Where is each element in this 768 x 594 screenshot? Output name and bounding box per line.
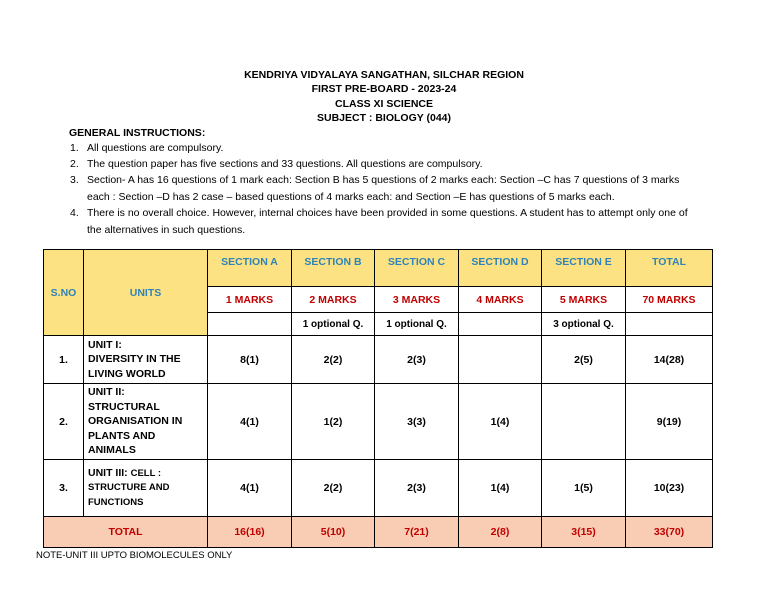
instruction-item bbox=[70, 156, 690, 173]
exam-heading: FIRST PRE-BOARD - 2023-24 bbox=[311, 83, 457, 95]
row-number: 3. bbox=[44, 460, 84, 517]
instruction-number: 2. bbox=[70, 158, 79, 170]
total-cell: 5(10) bbox=[292, 517, 375, 548]
unit-desc: STRUCTURE AND FUNCTIONS bbox=[88, 482, 170, 508]
unit-cell bbox=[84, 384, 208, 460]
table-cell: 9(19) bbox=[626, 384, 713, 460]
table-cell: 1(4) bbox=[459, 384, 542, 460]
general-instructions-title: GENERAL INSTRUCTIONS: bbox=[69, 127, 206, 139]
total-cell: 2(8) bbox=[459, 517, 542, 548]
instruction-item bbox=[70, 140, 690, 157]
total-cell: 7(21) bbox=[375, 517, 459, 548]
table-cell: 2(5) bbox=[542, 336, 626, 384]
section-d-header: SECTION D bbox=[459, 250, 542, 287]
table-cell: 2(3) bbox=[375, 460, 459, 517]
total-header: TOTAL bbox=[626, 250, 713, 287]
total-cell: 33(70) bbox=[626, 517, 713, 548]
section-c-header: SECTION C bbox=[375, 250, 459, 287]
unit-suffix: CELL : bbox=[130, 467, 162, 479]
total-row bbox=[44, 517, 713, 548]
optional-cell bbox=[459, 313, 542, 336]
table-cell: 2(3) bbox=[375, 336, 459, 384]
table-cell: 14(28) bbox=[626, 336, 713, 384]
row-number: 1. bbox=[44, 336, 84, 384]
marks-cell: 70 MARKS bbox=[626, 287, 713, 313]
table-cell: 4(1) bbox=[208, 384, 292, 460]
optional-cell bbox=[208, 313, 292, 336]
optional-cell bbox=[626, 313, 713, 336]
marks-cell: 4 MARKS bbox=[459, 287, 542, 313]
school-heading: KENDRIYA VIDYALAYA SANGATHAN, SILCHAR REGION bbox=[244, 69, 524, 81]
instruction-text: All questions are compulsory. bbox=[87, 142, 224, 154]
table-cell: 8(1) bbox=[208, 336, 292, 384]
unit-title: UNIT I: bbox=[88, 338, 122, 351]
table-cell: 4(1) bbox=[208, 460, 292, 517]
instruction-item bbox=[70, 205, 690, 238]
instruction-number: 1. bbox=[70, 142, 79, 154]
optional-cell: 3 optional Q. bbox=[542, 313, 626, 336]
unit-title: UNIT III: bbox=[88, 466, 128, 479]
table-cell: 10(23) bbox=[626, 460, 713, 517]
total-label: TOTAL bbox=[44, 517, 208, 548]
table-cell bbox=[542, 384, 626, 460]
table-cell: 3(3) bbox=[375, 384, 459, 460]
instruction-text: Section- A has 16 questions of 1 mark each: Section B has 5 questions of 2 marks each: Section –C has 7 questions of 3 marks each : Section –D has 2 case – based questions of 4 marks each: and Section –E has questions of 5 marks each. bbox=[87, 174, 680, 203]
unit-desc: DIVERSITY IN THE LIVING WORLD bbox=[88, 353, 181, 380]
instruction-number: 4. bbox=[70, 207, 79, 219]
sno-header: S.NO bbox=[44, 250, 84, 336]
marks-cell: 5 MARKS bbox=[542, 287, 626, 313]
table-row bbox=[44, 336, 713, 384]
table-cell bbox=[459, 336, 542, 384]
instruction-item bbox=[70, 172, 690, 205]
row-number: 2. bbox=[44, 384, 84, 460]
marks-cell: 1 MARKS bbox=[208, 287, 292, 313]
section-b-header: SECTION B bbox=[292, 250, 375, 287]
unit-cell bbox=[84, 460, 208, 517]
unit-desc: STRUCTURAL ORGANISATION IN PLANTS AND ANIMALS bbox=[88, 400, 183, 457]
marks-cell: 2 MARKS bbox=[292, 287, 375, 313]
section-a-header: SECTION A bbox=[208, 250, 292, 287]
table-cell: 2(2) bbox=[292, 460, 375, 517]
unit-title: UNIT II: bbox=[88, 386, 125, 399]
table-cell: 1(5) bbox=[542, 460, 626, 517]
units-header: UNITS bbox=[84, 250, 208, 336]
optional-cell: 1 optional Q. bbox=[375, 313, 459, 336]
instruction-number: 3. bbox=[70, 174, 79, 186]
instruction-text: There is no overall choice. However, internal choices have been provided in some questions. A student has to attempt only one of the alternatives in such questions. bbox=[87, 207, 688, 236]
table-cell: 1(4) bbox=[459, 460, 542, 517]
table-cell: 1(2) bbox=[292, 384, 375, 460]
footnote: NOTE-UNIT III UPTO BIOMOLECULES ONLY bbox=[36, 550, 233, 561]
total-cell: 16(16) bbox=[208, 517, 292, 548]
marks-distribution-table bbox=[43, 249, 713, 548]
optional-cell: 1 optional Q. bbox=[292, 313, 375, 336]
table-row bbox=[44, 384, 713, 460]
marks-cell: 3 MARKS bbox=[375, 287, 459, 313]
section-e-header: SECTION E bbox=[542, 250, 626, 287]
unit-cell bbox=[84, 336, 208, 384]
total-cell: 3(15) bbox=[542, 517, 626, 548]
table-row bbox=[44, 460, 713, 517]
instruction-text: The question paper has five sections and 33 questions. All questions are compulsory. bbox=[87, 158, 483, 170]
table-cell: 2(2) bbox=[292, 336, 375, 384]
class-heading: CLASS XI SCIENCE bbox=[334, 98, 434, 110]
subject-heading: SUBJECT : BIOLOGY (044) bbox=[317, 112, 451, 124]
